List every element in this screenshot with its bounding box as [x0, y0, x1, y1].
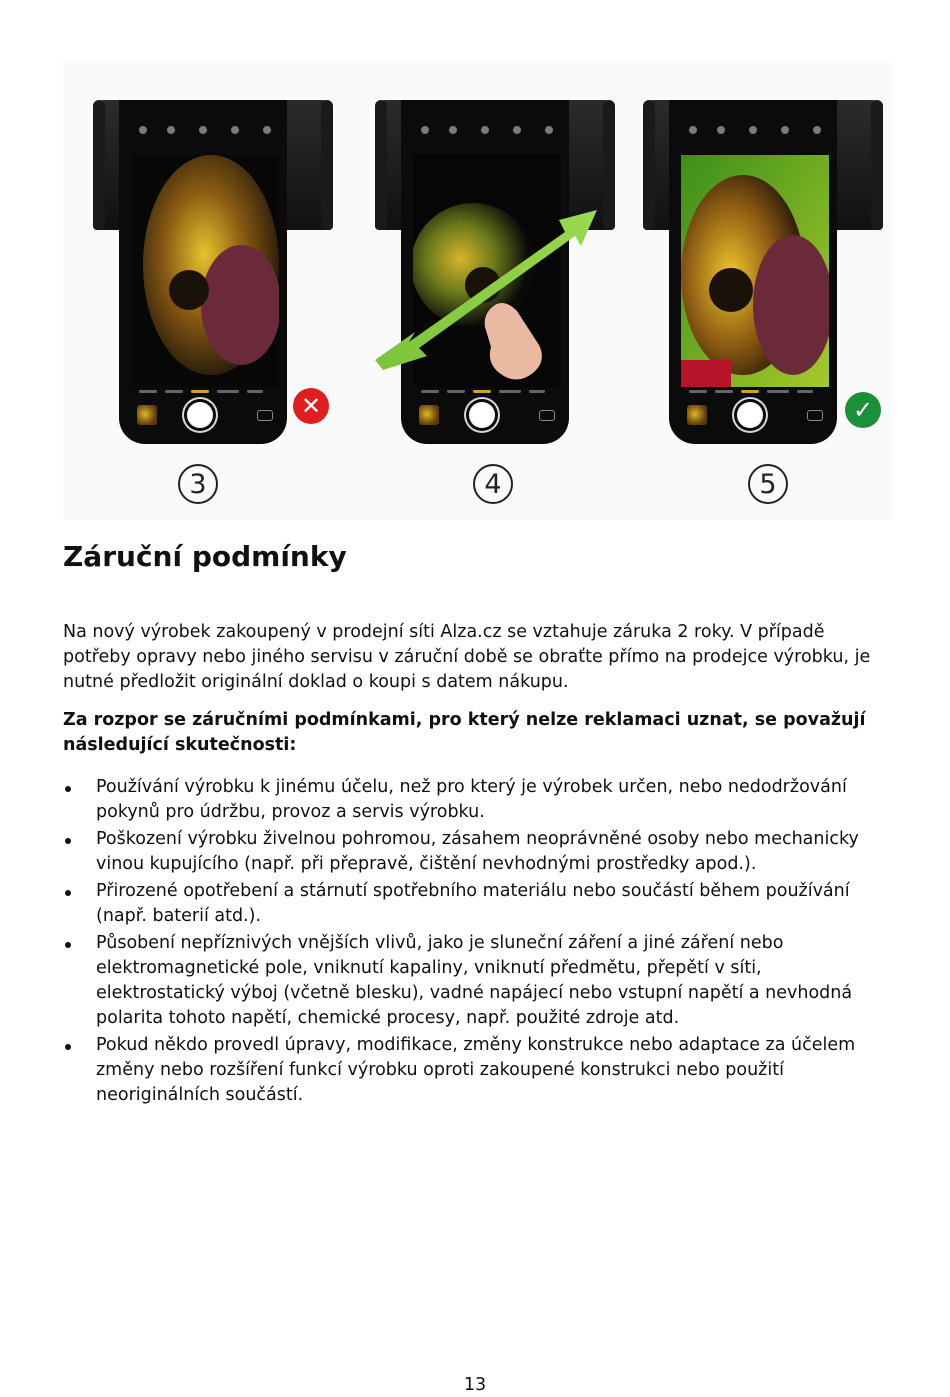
pinch-zoom-arrow-icon	[375, 210, 615, 410]
list-item	[63, 827, 893, 877]
list-item-text: Přirozené opotřebení a stárnutí spotřebního materiálu nebo součástí během používání (např. baterií atd.).	[96, 881, 850, 926]
camera-screen	[131, 155, 279, 387]
step-number-5: 5	[748, 464, 788, 504]
camera-switch-icon	[539, 410, 555, 421]
correct-mark-icon: ✓	[845, 392, 881, 428]
list-item	[63, 775, 893, 825]
list-item-text: Pokud někdo provedl úpravy, modifikace, změny konstrukce nebo adaptace za účelem změny nebo rozšíření funkcí výrobku oproti zakoupené konstrukci nebo použití neoriginálních součástí.	[96, 1035, 856, 1105]
phone-step-4	[375, 100, 615, 450]
step-number-4: 4	[473, 464, 513, 504]
gallery-thumbnail	[687, 405, 707, 425]
page-number: 13	[463, 1375, 487, 1395]
phone-step-5	[643, 100, 883, 450]
camera-mode-bar	[689, 388, 829, 396]
list-item	[63, 879, 893, 929]
warranty-intro-paragraph: Na nový výrobek zakoupený v prodejní síti Alza.cz se vztahuje záruka 2 roky. V případě potřeby opravy nebo jiného servisu v záruční době se obraťte přímo na prodejce výrobku, je nutné předložit originální doklad o koupi s datem nákupu.	[63, 622, 871, 692]
wrong-mark-icon: ✕	[293, 388, 329, 424]
list-item-text: Poškození výrobku živelnou pohromou, zásahem neoprávněné osoby nebo mechanicky vinou kupujícího (např. při přepravě, čištění nevhodnými prostředky apod.).	[96, 829, 859, 874]
camera-mode-bar	[139, 388, 279, 396]
shutter-button-icon	[737, 402, 763, 428]
exclusions-list	[63, 775, 893, 1110]
camera-status-bar	[409, 124, 564, 136]
gallery-thumbnail	[137, 405, 157, 425]
bullet-icon	[65, 786, 71, 792]
camera-switch-icon	[807, 410, 823, 421]
bullet-icon	[65, 942, 71, 948]
clip-knob	[93, 100, 105, 230]
camera-switch-icon	[257, 410, 273, 421]
shutter-button-icon	[187, 402, 213, 428]
exclusions-intro: Za rozpor se záručními podmínkami, pro který nelze reklamaci uznat, se považují následující skutečnosti:	[63, 710, 866, 755]
bee-photo	[131, 155, 279, 387]
camera-status-bar	[127, 124, 282, 136]
camera-status-bar	[677, 124, 832, 136]
section-heading: Záruční podmínky	[63, 540, 347, 573]
step-number-3: 3	[178, 464, 218, 504]
clip-knob	[321, 100, 333, 230]
instruction-figure	[63, 62, 893, 520]
bullet-icon	[65, 838, 71, 844]
clip-knob	[871, 100, 883, 230]
camera-screen	[681, 155, 829, 387]
clip-knob	[643, 100, 655, 230]
list-item-text: Působení nepříznivých vnějších vlivů, jako je sluneční záření a jiné záření nebo elektromagnetické pole, vniknutí kapaliny, vniknutí předmětu, přepětí v síti, elektrostatický výboj (včetně blesku), vadné napájecí nebo vstupní napětí a nevhodná polarita tohoto napětí, chemické procesy, např. použité zdroje atd.	[96, 933, 853, 1028]
bullet-icon	[65, 1044, 71, 1050]
bullet-icon	[65, 890, 71, 896]
list-item	[63, 931, 893, 1031]
list-item	[63, 1033, 893, 1108]
list-item-text: Používání výrobku k jinému účelu, než pro který je výrobek určen, nebo nedodržování pokynů pro údržbu, provoz a servis výrobku.	[96, 777, 847, 822]
bee-photo	[681, 155, 829, 387]
